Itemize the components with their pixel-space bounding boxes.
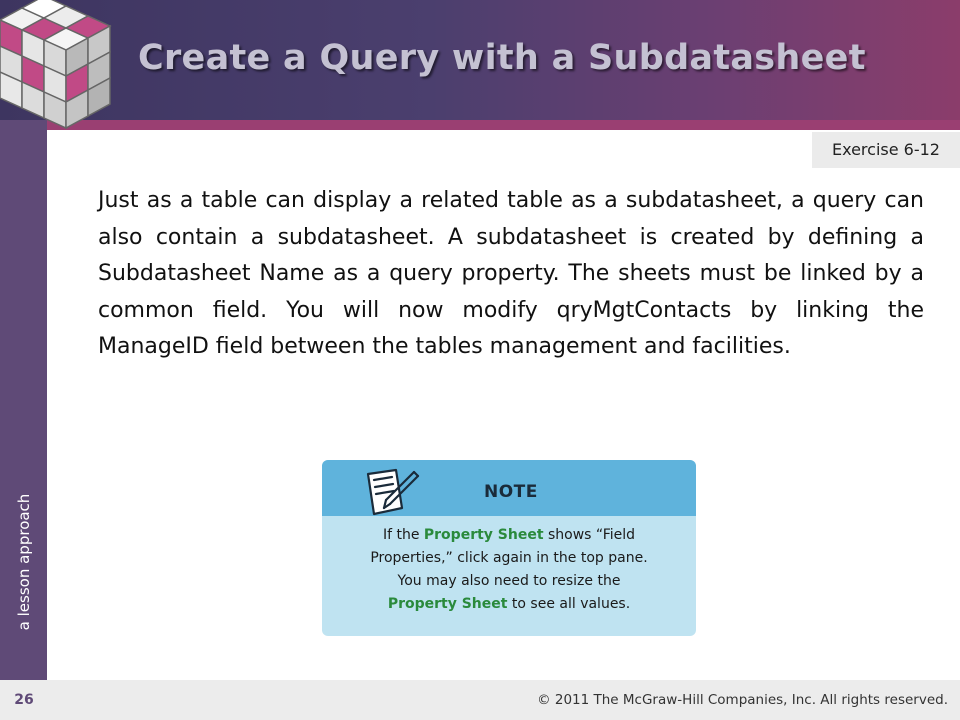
body-paragraph: Just as a table can display a related table as a subdatasheet, a query can also contain a subdatasheet. A subdatasheet is created by defining a Subdatasheet Name as a query property. The sheets must be linked by a common field. You will now modify qryMgtContacts by linking the ManageID field between the tables management and facilities. [98, 188, 924, 359]
copyright-text: © 2011 The McGraw-Hill Companies, Inc. All rights reserved. [537, 692, 948, 708]
accent-band [0, 120, 960, 130]
cube-logo-icon [0, 0, 140, 140]
property-sheet-term: Property Sheet [423, 527, 544, 543]
note-box [322, 460, 696, 636]
exercise-label: Exercise 6-12 [812, 132, 960, 168]
note-header [322, 460, 696, 516]
slide-title: Create a Query with a Subdatasheet [138, 38, 866, 78]
note-label: NOTE [484, 482, 538, 502]
property-sheet-term: Property Sheet [387, 596, 508, 612]
page-number: 26 [14, 692, 34, 708]
side-label: a lesson approach [15, 493, 33, 631]
note-text: If the Property Sheet shows “Field Properties,” click again in the top pane. You may also need to resize the Property Sheet to see all values. [370, 527, 648, 612]
notepad-pencil-icon [352, 464, 432, 520]
